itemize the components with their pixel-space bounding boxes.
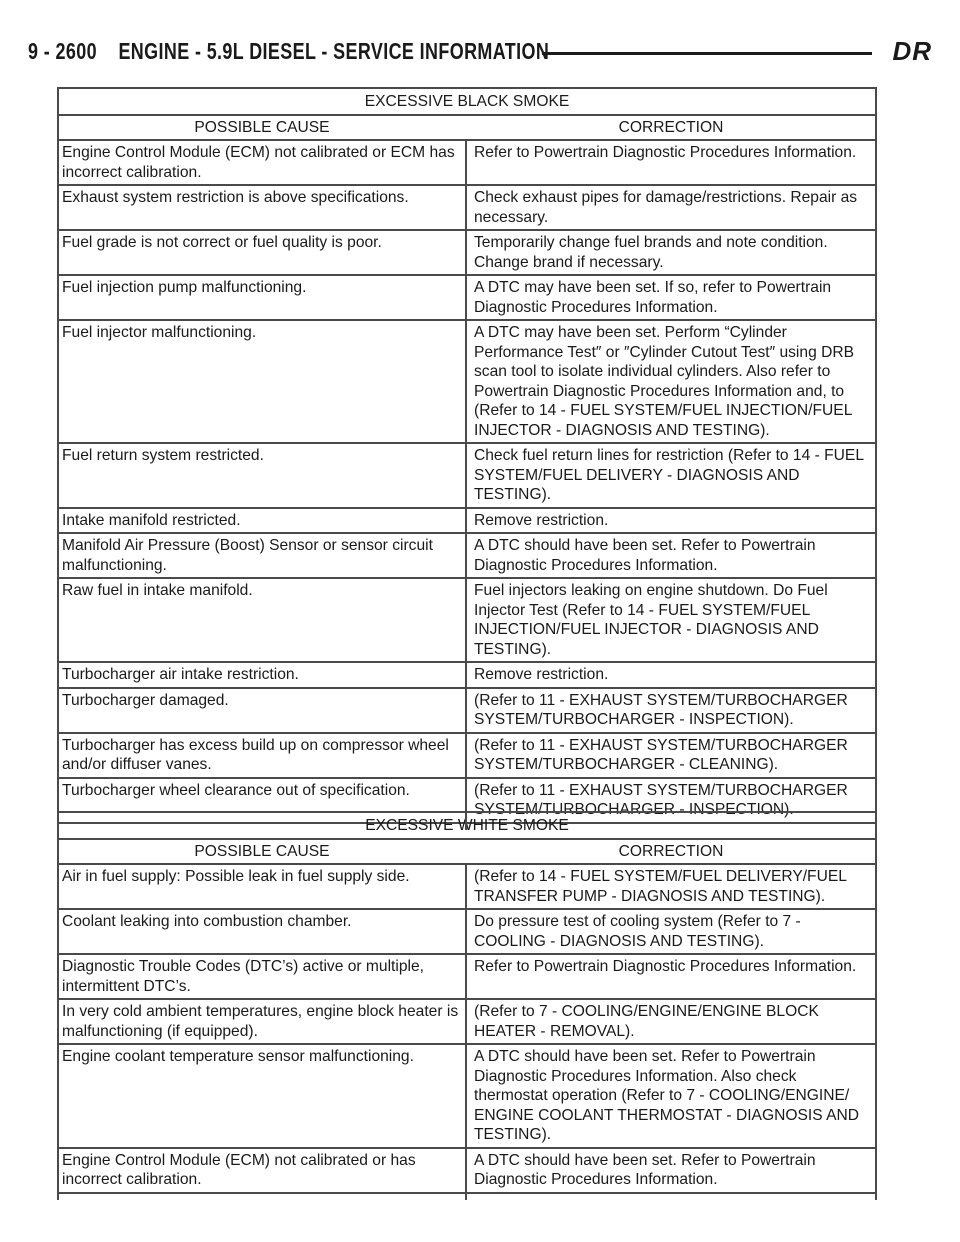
- possible-cause-cell: Engine coolant temperature sensor malfunctioning.: [58, 1044, 466, 1148]
- possible-cause-cell: Engine Control Module (ECM) not calibrated or ECM has incorrect calibration.: [58, 140, 466, 185]
- header-rule: [542, 52, 872, 55]
- possible-cause-cell: Diagnostic Trouble Codes (DTC’s) active or multiple, intermittent DTC’s.: [58, 954, 466, 999]
- possible-cause-cell: Coolant leaking into combustion chamber.: [58, 909, 466, 954]
- correction-cell: Refer to Powertrain Diagnostic Procedures Information.: [466, 140, 876, 185]
- column-header-correction: CORRECTION: [466, 115, 876, 141]
- correction-cell: Remove restriction.: [466, 662, 876, 688]
- correction-cell: (Refer to 11 - EXHAUST SYSTEM/TURBOCHARGER SYSTEM/TURBOCHARGER - INSPECTION).: [466, 778, 876, 823]
- correction-cell: (Refer to 11 - EXHAUST SYSTEM/TURBOCHARGER SYSTEM/TURBOCHARGER - CLEANING).: [466, 733, 876, 778]
- possible-cause-cell: Engine Control Module (ECM) not calibrated or has incorrect calibration.: [58, 1148, 466, 1193]
- column-divider: [465, 139, 467, 830]
- table-title: EXCESSIVE BLACK SMOKE: [58, 88, 876, 115]
- table-title: EXCESSIVE WHITE SMOKE: [58, 812, 876, 839]
- possible-cause-cell: Turbocharger air intake restriction.: [58, 662, 466, 688]
- column-header-cause: POSSIBLE CAUSE: [58, 115, 466, 141]
- page-header: [28, 38, 932, 68]
- correction-cell: (Refer to 11 - EXHAUST SYSTEM/TURBOCHARGER SYSTEM/TURBOCHARGER - INSPECTION).: [466, 688, 876, 733]
- correction-cell: Check exhaust pipes for damage/restrictions. Repair as necessary.: [466, 185, 876, 230]
- possible-cause-cell: Turbocharger has excess build up on compressor wheel and/or diffuser vanes.: [58, 733, 466, 778]
- possible-cause-cell: Fuel injection pump malfunctioning.: [58, 275, 466, 320]
- possible-cause-cell: Manifold Air Pressure (Boost) Sensor or sensor circuit malfunctioning.: [58, 533, 466, 578]
- possible-cause-cell: Fuel return system restricted.: [58, 443, 466, 508]
- column-header-cause: POSSIBLE CAUSE: [58, 839, 466, 865]
- possible-cause-cell: Raw fuel in intake manifold.: [58, 578, 466, 662]
- correction-cell: Refer to Powertrain Diagnostic Procedures Information.: [466, 954, 876, 999]
- correction-cell: A DTC should have been set. Refer to Powertrain Diagnostic Procedures Information. Also check thermostat operation (Refer to 7 - COOLING/ENGINE/ ENGINE COOLANT THERMOSTAT - DIAGNOSIS AND TESTING).: [466, 1044, 876, 1148]
- correction-cell: Remove restriction.: [466, 508, 876, 534]
- correction-cell: A DTC should have been set. Refer to Powertrain Diagnostic Procedures Information.: [466, 533, 876, 578]
- page-title: 9 - 2600 ENGINE - 5.9L DIESEL - SERVICE INFORMATION: [28, 38, 550, 64]
- possible-cause-cell: Fuel grade is not correct or fuel quality is poor.: [58, 230, 466, 275]
- possible-cause-cell: Intake manifold restricted.: [58, 508, 466, 534]
- possible-cause-cell: Turbocharger damaged.: [58, 688, 466, 733]
- correction-cell: Temporarily change fuel brands and note condition. Change brand if necessary.: [466, 230, 876, 275]
- possible-cause-cell: Exhaust system restriction is above specifications.: [58, 185, 466, 230]
- possible-cause-cell: Air in fuel supply: Possible leak in fuel supply side.: [58, 864, 466, 909]
- possible-cause-cell: Turbocharger wheel clearance out of specification.: [58, 778, 466, 823]
- correction-cell: A DTC should have been set. Refer to Powertrain Diagnostic Procedures Information.: [466, 1148, 876, 1193]
- table-frame: [57, 87, 877, 830]
- correction-cell: Check fuel return lines for restriction (Refer to 14 - FUEL SYSTEM/FUEL DELIVERY - DIAGNOSIS AND TESTING).: [466, 443, 876, 508]
- possible-cause-cell: Fuel injector malfunctioning.: [58, 320, 466, 443]
- table-frame: [57, 811, 877, 1200]
- correction-cell: Fuel injectors leaking on engine shutdown. Do Fuel Injector Test (Refer to 14 - FUEL SYSTEM/FUEL INJECTION/FUEL INJECTOR - DIAGNOSIS AND TESTING).: [466, 578, 876, 662]
- column-divider: [465, 863, 467, 1200]
- model-tag: DR: [892, 36, 932, 66]
- correction-cell: Do pressure test of cooling system (Refer to 7 - COOLING - DIAGNOSIS AND TESTING).: [466, 909, 876, 954]
- correction-cell: A DTC may have been set. If so, refer to Powertrain Diagnostic Procedures Information.: [466, 275, 876, 320]
- correction-cell: (Refer to 7 - COOLING/ENGINE/ENGINE BLOCK HEATER - REMOVAL).: [466, 999, 876, 1044]
- correction-cell: (Refer to 14 - FUEL SYSTEM/FUEL DELIVERY/FUEL TRANSFER PUMP - DIAGNOSIS AND TESTING).: [466, 864, 876, 909]
- correction-cell: A DTC may have been set. Perform “Cylinder Performance Test″ or ″Cylinder Cutout Test″ using DRB scan tool to isolate individual cylinders. Also refer to Powertrain Diagnostic Procedures Information and, to (Refer to 14 - FUEL SYSTEM/FUEL INJECTION/FUEL INJECTOR - DIAGNOSIS AND TESTING).: [466, 320, 876, 443]
- possible-cause-cell: In very cold ambient temperatures, engine block heater is malfunctioning (if equipped).: [58, 999, 466, 1044]
- column-header-correction: CORRECTION: [466, 839, 876, 865]
